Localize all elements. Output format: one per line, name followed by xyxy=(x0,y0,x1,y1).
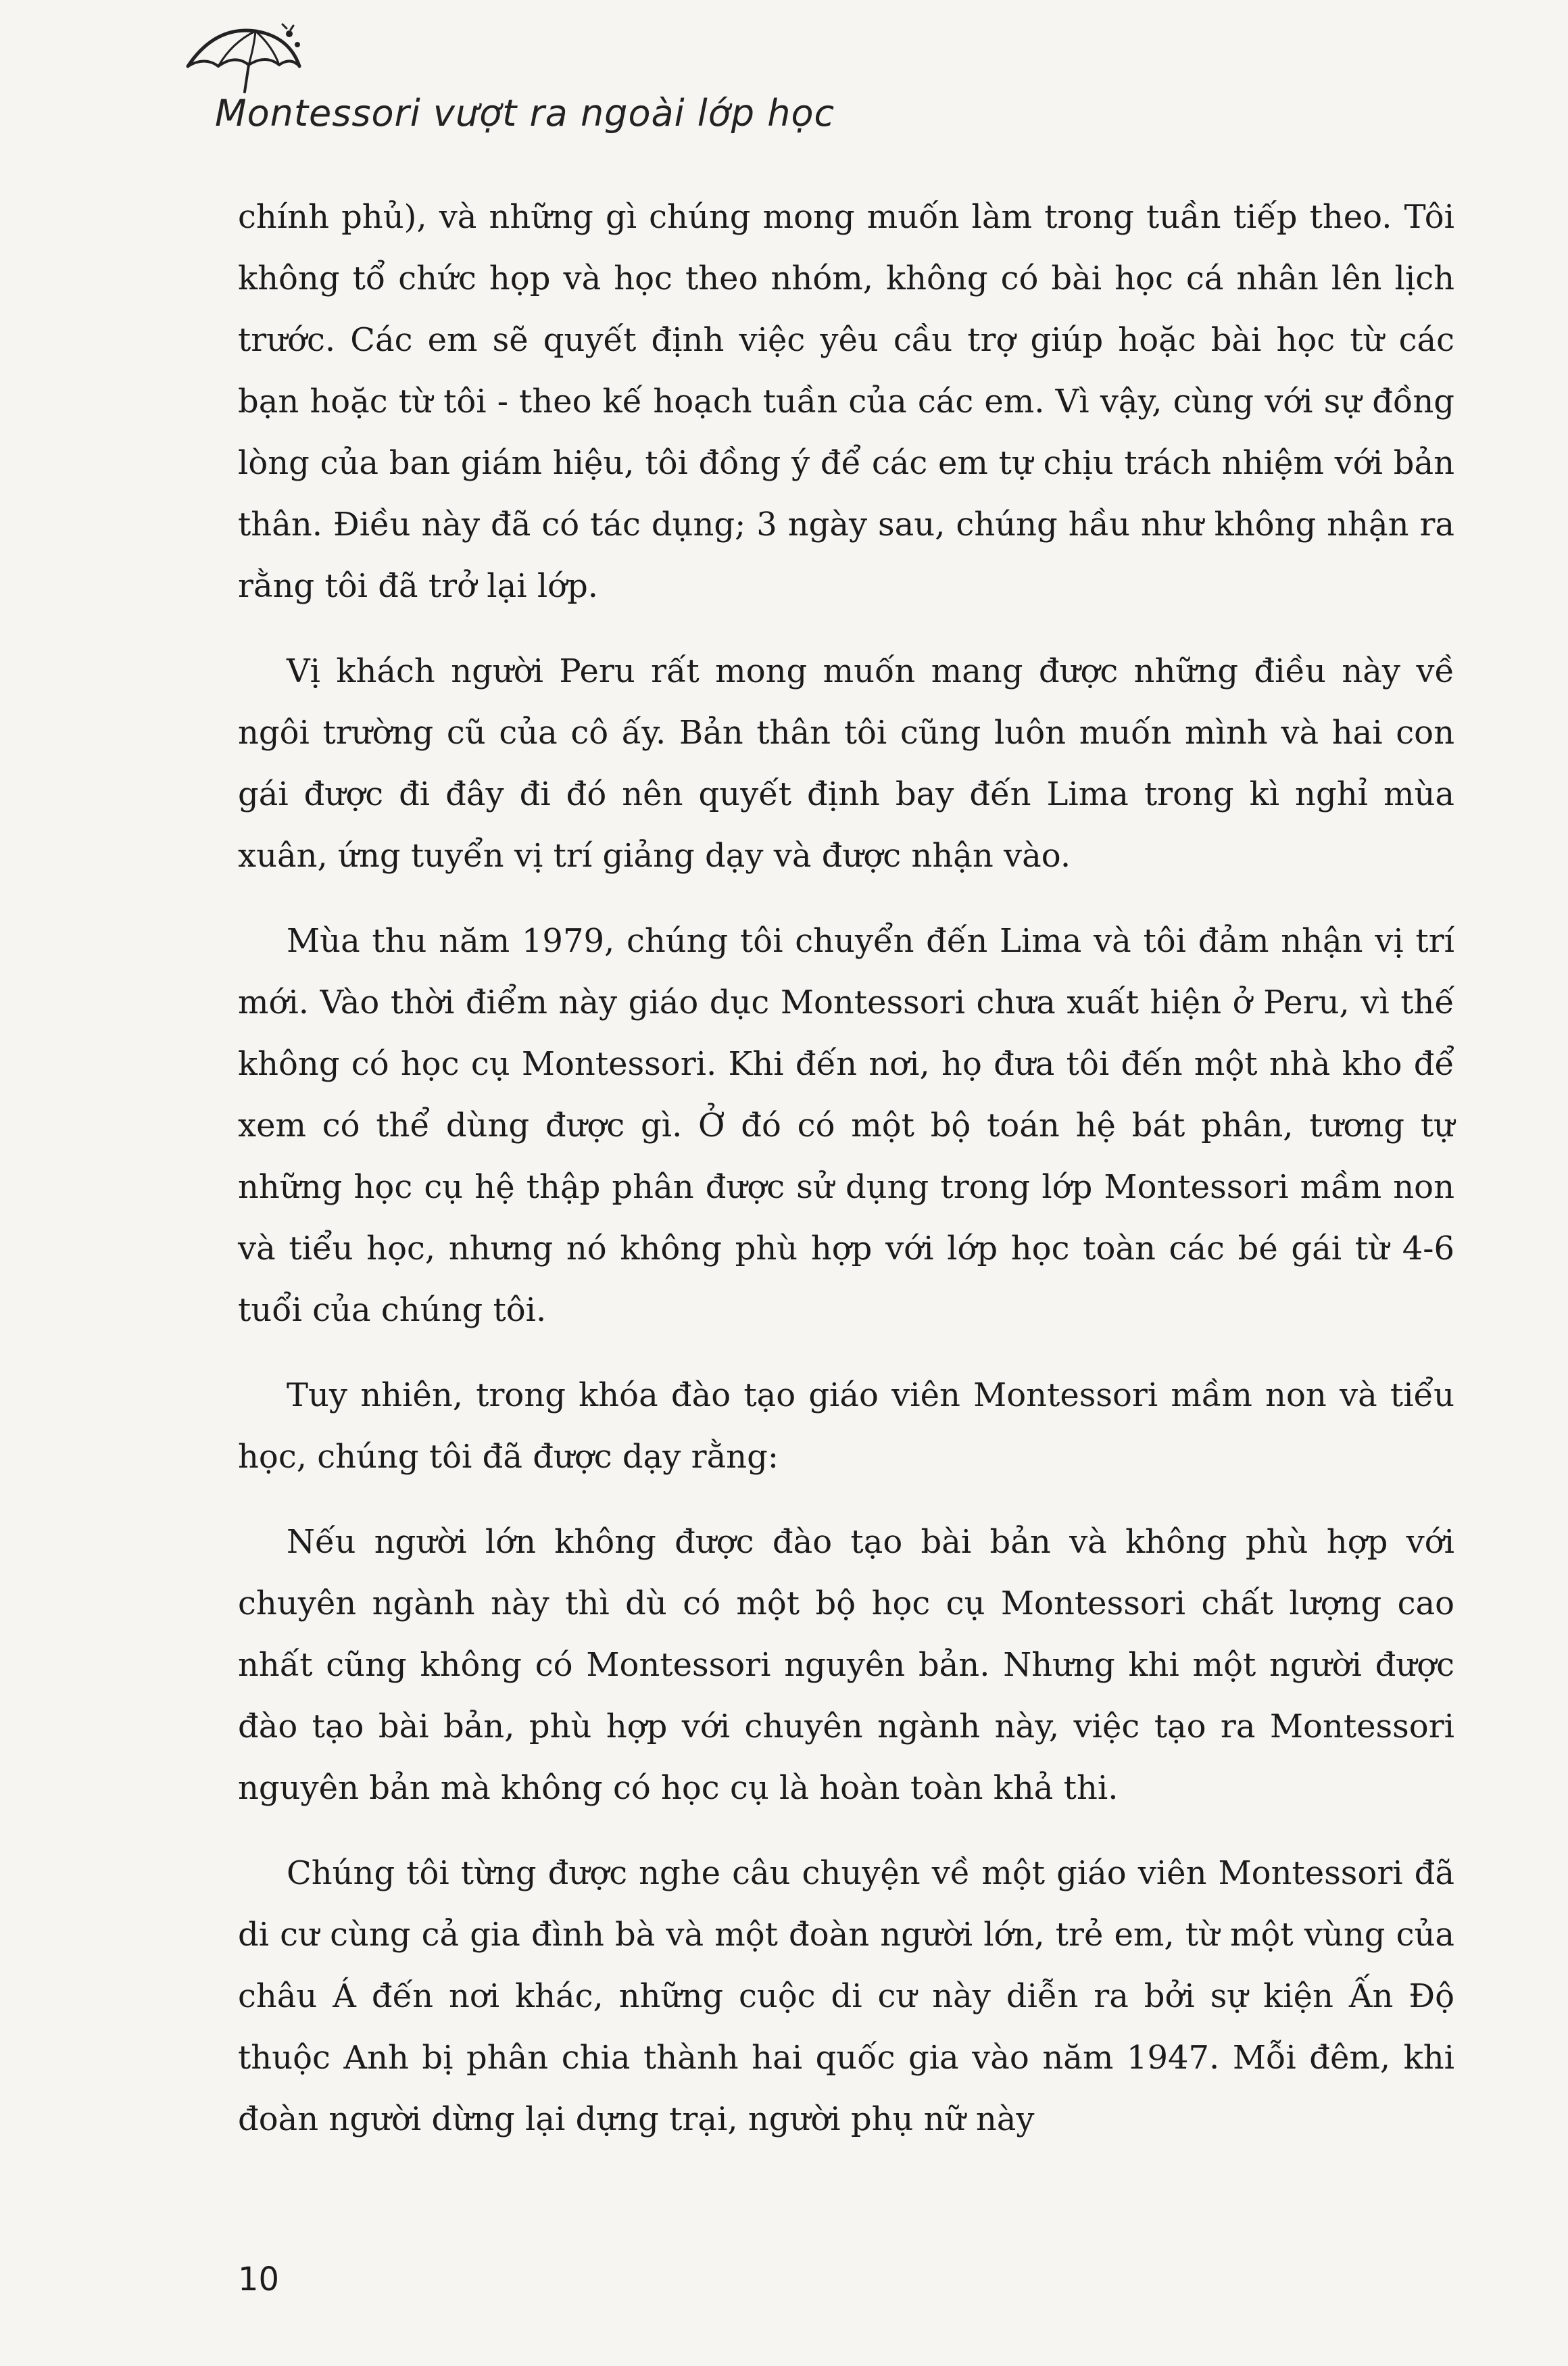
paragraph-4: Tuy nhiên, trong khóa đào tạo giáo viên Montessori mầm non và tiểu học, chúng tôi đã được dạy rằng: xyxy=(238,1376,1454,1476)
paragraph-1: chính phủ), và những gì chúng mong muốn làm trong tuần tiếp theo. Tôi không tổ chức họp và học theo nhóm, không có bài học cá nhân lên lịch trước. Các em sẽ quyết định việc yêu cầu trợ giúp hoặc bài học từ các bạn hoặc từ tôi - theo kế hoạch tuần của các em. Vì vậy, cùng với sự đồng lòng của ban giám hiệu, tôi đồng ý để các em tự chịu trách nhiệm với bản thân. Điều này đã có tác dụng; 3 ngày sau, chúng hầu như không nhận ra rằng tôi đã trở lại lớp. xyxy=(238,198,1454,605)
paragraph-2: Vị khách người Peru rất mong muốn mang được những điều này về ngôi trường cũ của cô ấy. Bản thân tôi cũng luôn muốn mình và hai con gái được đi đây đi đó nên quyết định bay đến Lima trong kì nghỉ mùa xuân, ứng tuyển vị trí giảng dạy và được nhận vào. xyxy=(238,652,1454,875)
running-title: Montessori vượt ra ngoài lớp học xyxy=(215,92,835,135)
paragraph-3: Mùa thu năm 1979, chúng tôi chuyển đến Lima và tôi đảm nhận vị trí mới. Vào thời điểm này giáo dục Montessori chưa xuất hiện ở Peru, vì thế không có học cụ Montessori. Khi đến nơi, họ đưa tôi đến một nhà kho để xem có thể dùng được gì. Ở đó có một bộ toán hệ bát phân, tương tự những học cụ hệ thập phân được sử dụng trong lớp Montessori mầm non và tiểu học, nhưng nó không phù hợp với lớp học toàn các bé gái từ 4-6 tuổi của chúng tôi. xyxy=(238,922,1454,1329)
page-number: 10 xyxy=(238,2261,280,2298)
paragraph-5: Nếu người lớn không được đào tạo bài bản và không phù hợp với chuyên ngành này thì dù có một bộ học cụ Montessori chất lượng cao nhất cũng không có Montessori nguyên bản. Nhưng khi một người được đào tạo bài bản, phù hợp với chuyên ngành này, việc tạo ra Montessori nguyên bản mà không có học cụ là hoàn toàn khả thi. xyxy=(238,1523,1454,1807)
paragraph-6: Chúng tôi từng được nghe câu chuyện về một giáo viên Montessori đã di cư cùng cả gia đình bà và một đoàn người lớn, trẻ em, từ một vùng của châu Á đến nơi khác, những cuộc di cư này diễn ra bởi sự kiện Ấn Độ thuộc Anh bị phân chia thành hai quốc gia vào năm 1947. Mỗi đêm, khi đoàn người dừng lại dựng trại, người phụ nữ này xyxy=(238,1854,1454,2138)
body-text xyxy=(238,187,1454,2174)
page-header xyxy=(174,19,985,134)
umbrella-icon xyxy=(174,19,310,100)
